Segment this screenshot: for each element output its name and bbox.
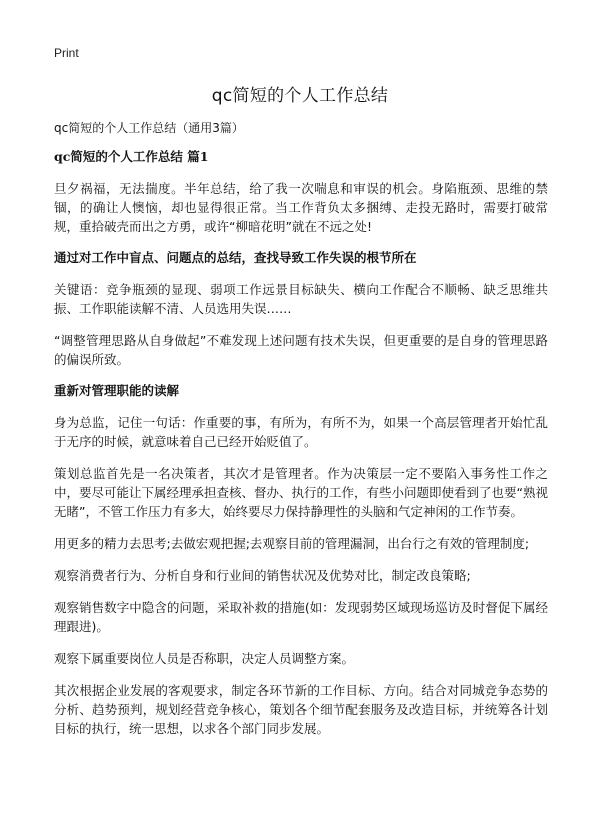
paragraph-decision-maker: 策划总监首先是一名决策者，其次才是管理者。作为决策层一定不要陷入事务性工作之中，要尽可能让下属经理承担查核、督办、执行的工作，有些小问题即使看到了也要“熟视无睹”，不管工作压力有多大，始终要尽力保持静理性的头脑和气定神闲的工作节奏。 bbox=[54, 466, 548, 519]
paragraph-keywords: 关键语：竞争瓶颈的显现、弱项工作远景目标缺失、横向工作配合不顺畅、缺乏思维共振、工作职能读解不清、人员选用失误…… bbox=[54, 282, 548, 316]
section-heading-part1: qc简短的个人工作总结 篇1 bbox=[54, 149, 209, 164]
paragraph-director-role: 身为总监，记住一句话：作重要的事，有所为，有所不为，如果一个高层管理者开始忙乱于无序的时候，就意味着自己已经开始贬值了。 bbox=[54, 415, 548, 449]
document-title: qc简短的个人工作总结 bbox=[211, 86, 389, 106]
paragraph-adjust-thinking: “调整管理思路从自身做起”不难发现上述问题有技术失误，但更重要的是自身的管理思路的偏误所致。 bbox=[54, 333, 548, 367]
print-link[interactable]: Print bbox=[54, 46, 79, 60]
paragraph-goals: 其次根据企业发展的客观要求，制定各环节新的工作目标、方向。结合对同城竞争态势的分析、趋势预判，规划经营竞争核心，策划各个细节配套服务及改造目标，并统筹各计划目标的执行，统一思想，以求各个部门同步发展。 bbox=[54, 683, 548, 736]
paragraph-staff-review: 观察下属重要岗位人员是否称职，决定人员调整方案。 bbox=[54, 651, 355, 666]
section-heading-management-role: 重新对管理职能的读解 bbox=[54, 383, 180, 398]
paragraph-sales-figures: 观察销售数字中隐含的问题，采取补救的措施(如：发现弱势区域现场巡访及时督促下属经理跟进)。 bbox=[54, 600, 548, 634]
paragraph-intro: 旦夕祸福，无法揣度。半年总结，给了我一次喘息和审误的机会。身陷瓶颈、思维的禁锢，的确让人懊恼，却也显得很正常。当工作背负太多捆缚、走投无路时，需要打破常规，重拾破壳而出之方勇，或许“柳暗花明”就在不远之处! bbox=[54, 181, 548, 234]
section-heading-blind-spots: 通过对工作中盲点、问题点的总结，查找导致工作失误的根节所在 bbox=[54, 250, 417, 265]
document-subtitle: qc简短的个人工作总结（通用3篇） bbox=[54, 121, 244, 135]
paragraph-consumer-behavior: 观察消费者行为、分析自身和行业间的销售状况及优势对比，制定改良策略; bbox=[54, 568, 471, 583]
document-body bbox=[54, 119, 548, 751]
paragraph-more-thinking: 用更多的精力去思考;去做宏观把握;去观察目前的管理漏洞，出台行之有效的管理制度; bbox=[54, 536, 530, 551]
